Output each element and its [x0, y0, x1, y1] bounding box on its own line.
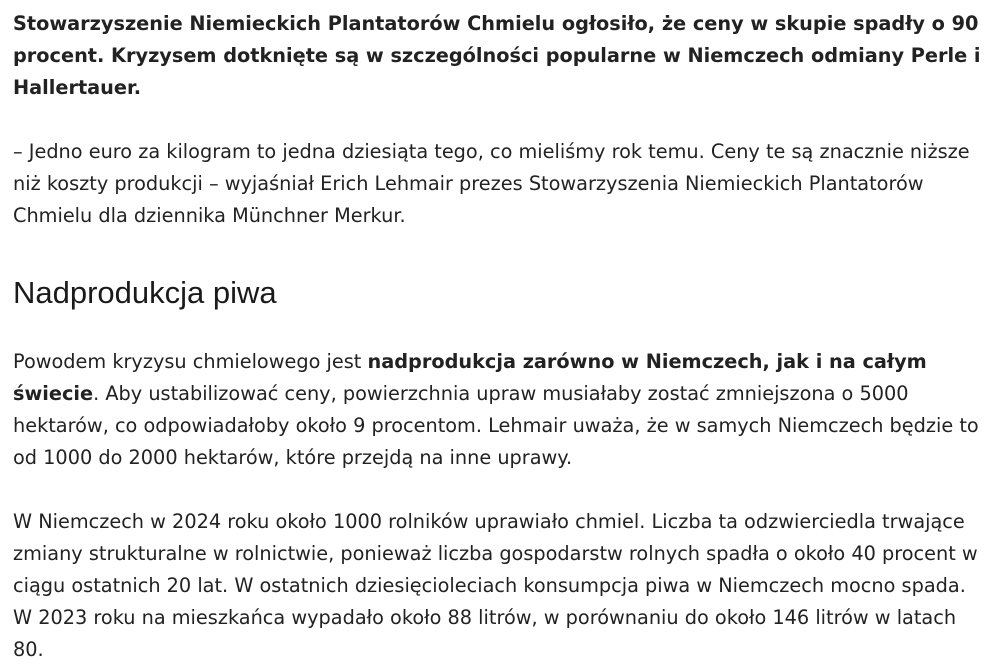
cause-rest-text: . Aby ustabilizować ceny, powierzchnia upraw musiałaby zostać zmniejszona o 5000 hektarów, co odpowiadałoby około 9 procentom. Lehmair uważa, że w samych Niemczech będzie to od 1000 do 2000 hektarów, które przejdą na inne uprawy. [13, 382, 979, 469]
section-heading: Nadprodukcja piwa [13, 275, 277, 310]
cause-paragraph [13, 346, 988, 474]
farmers-paragraph: W Niemczech w 2024 roku około 1000 rolników uprawiało chmiel. Liczba ta odzwierciedla trwające zmiany strukturalne w rolnictwie, ponieważ liczba gospodarstw rolnych spadła o około 40 procent w ciągu ostatnich 20 lat. W ostatnich dziesięcioleciach konsumpcja piwa w Niemczech mocno spada. W 2023 roku na mieszkańca wypadało około 88 litrów, w porównaniu do około 146 litrów w latach 80. [13, 510, 978, 661]
cause-bold-text: nadprodukcja zarówno w Niemczech, jak i na całym świecie [13, 350, 927, 405]
quote-paragraph: – Jedno euro za kilogram to jedna dziesiąta tego, co mieliśmy rok temu. Ceny te są znacznie niższe niż koszty produkcji – wyjaśniał Erich Lehmair prezes Stowarzyszenia Niemieckich Plantatorów Chmielu dla dziennika Münchner Merkur. [13, 140, 970, 227]
cause-intro-text: Powodem kryzysu chmielowego jest [13, 350, 368, 373]
lead-paragraph: Stowarzyszenie Niemieckich Plantatorów Chmielu ogłosiło, że ceny w skupie spadły o 90 procent. Kryzysem dotknięte są w szczególności popularne w Niemczech odmiany Perle i Hallertauer. [13, 12, 981, 99]
article-body [13, 8, 988, 666]
